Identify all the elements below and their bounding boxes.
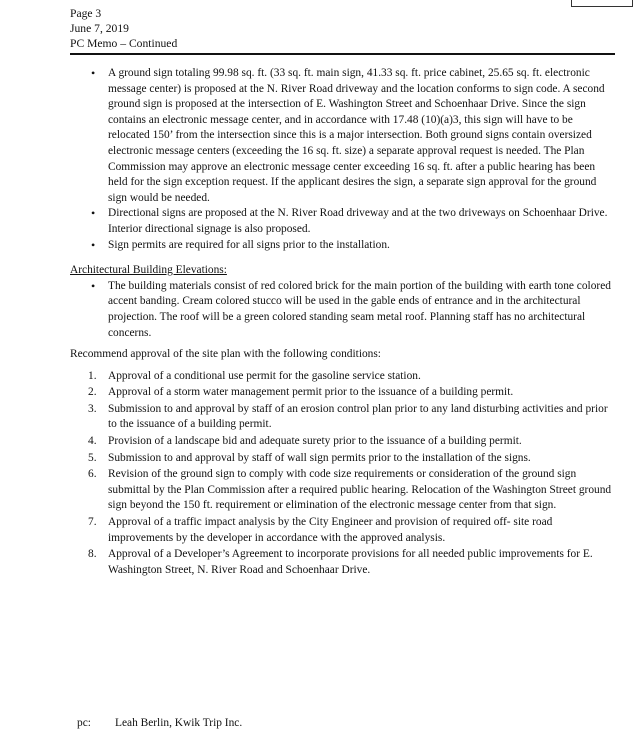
memo-title: PC Memo – Continued [70, 37, 178, 50]
condition-number: 8. [88, 548, 97, 561]
copy-recipient-line [77, 716, 242, 732]
condition-number: 2. [88, 386, 97, 399]
condition-number: 5. [88, 451, 97, 464]
condition-text: Submission to and approval by staff of an erosion control plan prior to any land disturbing activities and prior to the issuance of a building permit. [108, 402, 608, 431]
page-number: Page 3 [70, 7, 102, 20]
condition-item [70, 467, 615, 514]
memo-date: June 7, 2019 [70, 22, 129, 35]
condition-item [70, 515, 615, 546]
architectural-heading: Architectural Building Elevations: [70, 264, 227, 277]
condition-item [70, 434, 615, 450]
condition-number: 4. [88, 435, 97, 448]
condition-item [70, 402, 615, 433]
condition-item [70, 451, 615, 467]
pc-recipient: Leah Berlin, Kwik Trip Inc. [115, 717, 243, 729]
condition-number: 3. [88, 402, 97, 415]
conditions-list [70, 369, 615, 579]
architectural-bullet-materials: • The building materials consist of red colored brick for the main portion of the building with earth tone colored accent banding. Cream colored stucco will be used in the gable ends of entrance and in the architectural projection. The roof will be a green colored standing seam metal roof. Planning staff has no architectural concerns. [70, 279, 615, 341]
condition-number: 7. [88, 516, 97, 529]
recommendation-intro: Recommend approval of the site plan with the following conditions: [70, 348, 381, 361]
sign-bullet-list [70, 66, 615, 253]
condition-text: Approval of a storm water management permit prior to the issuance of a building permit. [108, 386, 514, 399]
sign-bullet-directional-signs: • Directional signs are proposed at the N. River Road driveway and at the two driveways on Schoenhaar Drive. Interior directional signage is also proposed. [70, 206, 615, 237]
condition-text: Approval of a Developer’s Agreement to incorporate provisions for all needed public improvements for E. Washington Street, N. River Road and Schoenhaar Drive. [108, 548, 593, 576]
condition-item [70, 547, 615, 578]
condition-item [70, 385, 615, 401]
condition-text: Provision of a landscape bid and adequate surety prior to the issuance of a building permit. [108, 435, 522, 448]
condition-number: 6. [88, 468, 97, 481]
header-divider [70, 53, 615, 55]
condition-text: Approval of a conditional use permit for the gasoline service station. [108, 369, 421, 382]
pc-label: pc: [77, 717, 91, 729]
condition-text: Submission to and approval by staff of wall sign permits prior to the installation of the signs. [108, 451, 531, 464]
condition-number: 1. [88, 369, 97, 382]
memo-body [70, 66, 615, 579]
condition-text: Approval of a traffic impact analysis by the City Engineer and provision of required off- site road improvements by the developer in accordance with the approved analysis. [108, 516, 553, 544]
condition-text: Revision of the ground sign to comply with code size requirements or consideration of the ground sign submittal by the Plan Commission after a required public hearing. Relocation of the Washington Street ground sign beyond the 150 ft. requirement or elimination of the electronic message center from that sign. [108, 468, 612, 512]
sign-bullet-ground-sign: • A ground sign totaling 99.98 sq. ft. (33 sq. ft. main sign, 41.33 sq. ft. price cabinet, 25.65 sq. ft. electronic message center) is proposed at the N. River Road driveway and the location conforms to sign code. A second ground sign is proposed at the intersection of E. Washington Street and Schoenhaar Drive. Since the sign contains an electronic message center, and in accordance with 17.48 (10)(a)3, this sign will have to be relocated 150’ from the intersection since this is a major intersection. Both ground signs contain oversized electronic message centers (exceeding the 16 sq. ft. size) a separate approval request is needed. The Plan Commission may approve an electronic message center exceeding 16 sq. ft. after a public hearing has been held for the sign exception request. If the applicant desires the sign, a separate sign approval for the ground sign would be needed. [70, 66, 615, 206]
architectural-bullet-list [70, 279, 615, 341]
memo-header [70, 6, 615, 51]
sign-bullet-sign-permits: • Sign permits are required for all signs prior to the installation. [70, 238, 615, 254]
condition-item [70, 369, 615, 385]
